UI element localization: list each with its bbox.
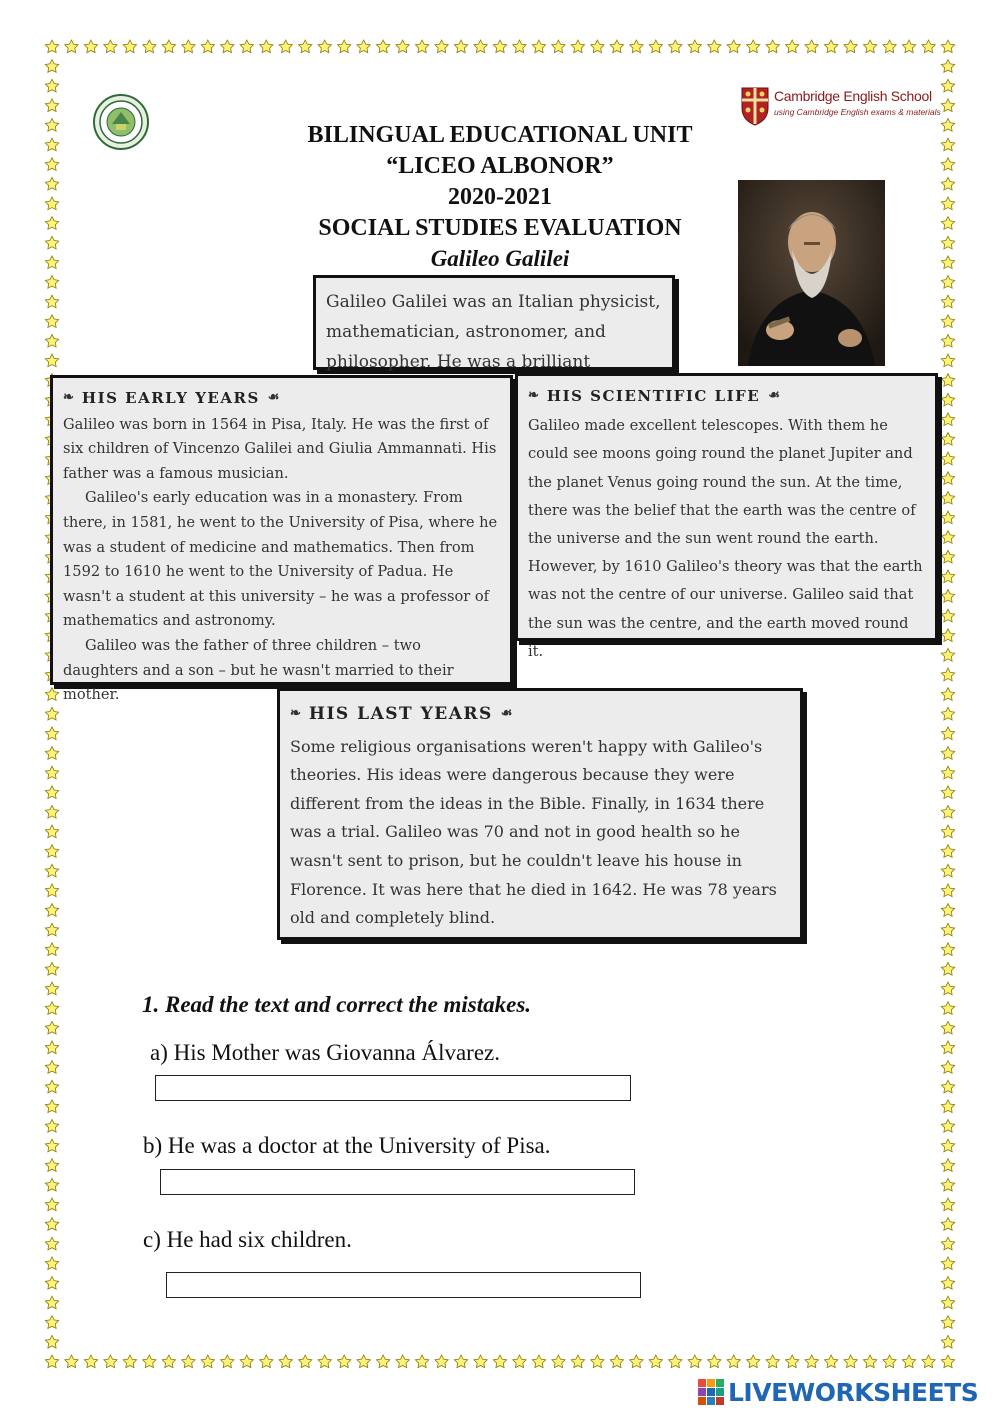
document-header [250, 120, 750, 274]
star-icon [318, 1355, 331, 1368]
star-icon [591, 1355, 604, 1368]
star-icon [221, 40, 234, 53]
topic-subtitle: Galileo Galilei [430, 246, 570, 271]
star-icon [45, 1119, 58, 1132]
star-icon [299, 40, 312, 53]
star-icon [45, 1296, 58, 1309]
star-icon [45, 177, 58, 190]
star-icon [45, 1198, 58, 1211]
scientific-life-box [515, 373, 938, 660]
cambridge-name: Cambridge English School [774, 88, 932, 104]
star-icon [45, 1316, 58, 1329]
star-icon [941, 590, 954, 603]
star-icon [571, 40, 584, 53]
star-icon [941, 1080, 954, 1093]
star-icon [45, 295, 58, 308]
star-icon [941, 825, 954, 838]
star-icon [45, 256, 58, 269]
star-icon [45, 1355, 58, 1368]
star-icon [941, 119, 954, 132]
star-icon [45, 1139, 58, 1152]
star-icon [922, 40, 935, 53]
star-icon [941, 79, 954, 92]
star-icon [941, 354, 954, 367]
answer-b-input[interactable] [160, 1169, 635, 1195]
star-icon [493, 40, 506, 53]
star-icon [279, 1355, 292, 1368]
star-icon [863, 1355, 876, 1368]
star-icon [941, 766, 954, 779]
star-icon [45, 138, 58, 151]
star-icon [786, 1355, 799, 1368]
star-icon [279, 40, 292, 53]
star-icon [941, 1335, 954, 1348]
star-icon [162, 40, 175, 53]
star-icon [45, 786, 58, 799]
star-icon [669, 1355, 682, 1368]
star-icon [338, 1355, 351, 1368]
star-icon [941, 845, 954, 858]
star-icon [844, 1355, 857, 1368]
star-icon [941, 177, 954, 190]
star-icon [45, 864, 58, 877]
star-icon [45, 40, 58, 53]
star-icon [766, 1355, 779, 1368]
star-icon [786, 40, 799, 53]
star-icon [941, 1218, 954, 1231]
star-icon [591, 40, 604, 53]
star-icon [45, 805, 58, 818]
question-a-label: a) His Mother was Giovanna Álvarez. [150, 1040, 500, 1065]
star-icon [299, 1355, 312, 1368]
star-icon [941, 60, 954, 73]
star-icon [45, 1061, 58, 1074]
star-icon [45, 766, 58, 779]
cambridge-logo [740, 86, 941, 126]
star-icon [45, 354, 58, 367]
last-years-heading [290, 700, 790, 729]
star-icon [552, 1355, 565, 1368]
star-icon [630, 1355, 643, 1368]
star-icon [65, 40, 78, 53]
star-icon [902, 40, 915, 53]
star-icon [708, 40, 721, 53]
star-icon [941, 1355, 954, 1368]
star-icon [941, 727, 954, 740]
school-unit-title: BILINGUAL EDUCATIONAL UNIT [307, 122, 693, 148]
star-icon [357, 1355, 370, 1368]
school-year: 2020-2021 [448, 184, 552, 210]
star-icon [941, 982, 954, 995]
star-icon [162, 1355, 175, 1368]
star-icon [123, 40, 136, 53]
star-icon [45, 99, 58, 112]
fleuron-icon: ❧ [290, 706, 301, 721]
liveworksheets-logo[interactable] [698, 1377, 978, 1407]
star-icon [45, 217, 58, 230]
star-icon [45, 315, 58, 328]
star-icon [941, 1237, 954, 1250]
star-icon [45, 1100, 58, 1113]
star-icon [883, 40, 896, 53]
star-icon [941, 707, 954, 720]
galileo-portrait [738, 180, 885, 366]
star-icon [45, 982, 58, 995]
star-icon [941, 295, 954, 308]
star-icon [941, 668, 954, 681]
star-icon [941, 99, 954, 112]
star-icon [844, 40, 857, 53]
star-icon [260, 40, 273, 53]
last-years-text: Some religious organisations weren't happy with Galileo's theories. His ideas were dangerous because they were different from the ideas in the Bible. Finally, in 1634 there was a trial. Galileo was 70 and not in good health so he wasn't sent to prison, but he couldn't leave his house in Florence. It was here that he died in 1642. He was 78 years old and completely blind. [290, 736, 777, 928]
star-icon [493, 1355, 506, 1368]
star-icon [941, 433, 954, 446]
star-icon [941, 315, 954, 328]
star-icon [941, 276, 954, 289]
star-icon [941, 747, 954, 760]
question-b-label: b) He was a doctor at the University of Pisa. [143, 1133, 551, 1158]
early-years-paragraph: Galileo was born in 1564 in Pisa, Italy. He was the first of six children of Vincenzo Galilei and Giulia Ammannati. His father was a famous musician. [63, 415, 497, 482]
star-icon [143, 40, 156, 53]
star-icon [941, 374, 954, 387]
star-icon [45, 79, 58, 92]
star-icon [922, 1355, 935, 1368]
star-icon [435, 40, 448, 53]
star-icon [45, 884, 58, 897]
scientific-life-title: HIS SCIENTIFIC LIFE [546, 387, 761, 405]
last-years-box [277, 688, 803, 940]
star-icon [941, 236, 954, 249]
star-icon [941, 550, 954, 563]
evaluation-title: SOCIAL STUDIES EVALUATION [318, 215, 682, 241]
star-icon [45, 1276, 58, 1289]
star-icon [941, 570, 954, 583]
star-icon [396, 40, 409, 53]
star-icon [45, 904, 58, 917]
star-icon [357, 40, 370, 53]
star-icon [45, 1041, 58, 1054]
star-icon [45, 1257, 58, 1270]
star-icon [45, 1178, 58, 1191]
star-icon [201, 40, 214, 53]
star-icon [941, 1178, 954, 1191]
star-icon [45, 727, 58, 740]
star-icon [941, 864, 954, 877]
early-years-paragraph: Galileo was the father of three children – two daughters and a son – but he wasn't married to their mother. [63, 636, 454, 704]
fleuron-icon: ❧ [528, 388, 539, 403]
star-icon [941, 1100, 954, 1113]
star-icon [902, 1355, 915, 1368]
star-icon [104, 40, 117, 53]
star-icon [941, 256, 954, 269]
star-icon [727, 40, 740, 53]
star-icon [610, 40, 623, 53]
star-icon [240, 40, 253, 53]
star-icon [552, 40, 565, 53]
star-icon [688, 1355, 701, 1368]
star-icon [941, 1119, 954, 1132]
star-icon [45, 1159, 58, 1172]
intro-text: Galileo Galilei was an Italian physicist, mathematician, astronomer, and philosopher. He was a brilliant [326, 292, 661, 372]
star-icon [415, 40, 428, 53]
star-icon [941, 1061, 954, 1074]
star-icon [45, 236, 58, 249]
early-years-title: HIS EARLY YEARS [81, 389, 260, 407]
star-icon [45, 197, 58, 210]
star-icon [45, 1218, 58, 1231]
star-icon [941, 962, 954, 975]
star-icon [941, 158, 954, 171]
star-icon [513, 40, 526, 53]
star-icon [941, 1002, 954, 1015]
star-icon [941, 1159, 954, 1172]
star-icon [45, 707, 58, 720]
star-icon [45, 1021, 58, 1034]
early-years-heading [63, 386, 500, 411]
star-icon [571, 1355, 584, 1368]
star-icon [688, 40, 701, 53]
star-icon [824, 1355, 837, 1368]
star-icon [941, 472, 954, 485]
star-icon [435, 1355, 448, 1368]
star-icon [45, 943, 58, 956]
star-icon [260, 1355, 273, 1368]
star-icon [747, 1355, 760, 1368]
fleuron-icon: ☙ [500, 706, 513, 721]
star-icon [45, 688, 58, 701]
star-icon [941, 452, 954, 465]
star-icon [941, 217, 954, 230]
answer-a-input[interactable] [155, 1075, 631, 1101]
star-icon [376, 40, 389, 53]
star-icon [45, 1335, 58, 1348]
star-icon [45, 825, 58, 838]
answer-c-input[interactable] [166, 1272, 641, 1298]
question-c-label: c) He had six children. [143, 1227, 352, 1252]
star-icon [941, 334, 954, 347]
star-icon [45, 923, 58, 936]
star-icon [474, 1355, 487, 1368]
star-icon [45, 1237, 58, 1250]
star-icon [532, 40, 545, 53]
star-icon [376, 1355, 389, 1368]
star-icon [649, 1355, 662, 1368]
school-crest-icon [92, 92, 150, 152]
early-years-paragraph: Galileo's early education was in a monastery. From there, in 1581, he went to the University of Pisa, where he was a student of medicine and mathematics. Then from 1592 to 1610 he went to the University of Padua. He wasn't a student at this university – he was a professor of mathematics and astronomy. [63, 489, 498, 630]
star-icon [883, 1355, 896, 1368]
star-icon [532, 1355, 545, 1368]
star-icon [45, 962, 58, 975]
star-icon [45, 158, 58, 171]
star-icon [45, 1080, 58, 1093]
star-icon [941, 393, 954, 406]
star-icon [45, 1002, 58, 1015]
star-icon [143, 1355, 156, 1368]
star-icon [513, 1355, 526, 1368]
star-icon [474, 40, 487, 53]
star-icon [708, 1355, 721, 1368]
star-icon [941, 511, 954, 524]
fleuron-icon: ❧ [63, 390, 74, 405]
star-icon [941, 1276, 954, 1289]
star-icon [941, 648, 954, 661]
star-icon [941, 413, 954, 426]
star-icon [941, 1257, 954, 1270]
star-icon [941, 884, 954, 897]
star-icon [941, 629, 954, 642]
last-years-title: HIS LAST YEARS [308, 704, 493, 724]
star-icon [941, 197, 954, 210]
star-icon [415, 1355, 428, 1368]
star-icon [240, 1355, 253, 1368]
star-icon [747, 40, 760, 53]
star-icon [45, 276, 58, 289]
star-icon [941, 805, 954, 818]
star-icon [45, 119, 58, 132]
star-icon [824, 40, 837, 53]
star-icon [766, 40, 779, 53]
star-icon [454, 40, 467, 53]
scientific-life-text: Galileo made excellent telescopes. With them he could see moons going round the planet Jupiter and the planet Venus going round the sun. At the time, there was the belief that the earth was the centre of the universe and the sun went round the earth. However, by 1610 Galileo's theory was that the earth was not the centre of our universe. Galileo said that the sun was the centre, and the earth moved round it. [528, 417, 923, 660]
fleuron-icon: ☙ [768, 388, 780, 403]
star-icon [182, 40, 195, 53]
cambridge-tagline: using Cambridge English exams & materials [774, 107, 941, 117]
early-years-box [50, 375, 513, 704]
star-icon [649, 40, 662, 53]
star-icon [941, 40, 954, 53]
star-icon [45, 845, 58, 858]
star-icon [454, 1355, 467, 1368]
star-icon [863, 40, 876, 53]
star-icon [221, 1355, 234, 1368]
star-icon [941, 923, 954, 936]
fleuron-icon: ☙ [267, 390, 280, 405]
star-icon [805, 40, 818, 53]
star-icon [201, 1355, 214, 1368]
star-icon [941, 786, 954, 799]
star-icon [396, 1355, 409, 1368]
star-icon [182, 1355, 195, 1368]
scientific-life-heading [528, 382, 925, 410]
star-icon [338, 40, 351, 53]
school-name: “LICEO ALBONOR” [386, 153, 614, 179]
star-icon [610, 1355, 623, 1368]
star-icon [941, 904, 954, 917]
star-icon [941, 138, 954, 151]
star-icon [630, 40, 643, 53]
star-icon [669, 40, 682, 53]
star-icon [941, 531, 954, 544]
star-icon [45, 334, 58, 347]
star-icon [941, 1041, 954, 1054]
star-icon [104, 1355, 117, 1368]
star-icon [941, 688, 954, 701]
star-icon [941, 1021, 954, 1034]
star-icon [318, 40, 331, 53]
intro-box [313, 275, 675, 370]
star-icon [727, 1355, 740, 1368]
star-icon [941, 1296, 954, 1309]
star-icon [45, 60, 58, 73]
star-icon [941, 491, 954, 504]
star-icon [941, 1139, 954, 1152]
star-icon [805, 1355, 818, 1368]
star-icon [941, 1316, 954, 1329]
liveworksheets-logo-icon [698, 1379, 724, 1405]
star-icon [45, 747, 58, 760]
star-icon [941, 1198, 954, 1211]
star-icon [123, 1355, 136, 1368]
exercise-instruction: 1. Read the text and correct the mistakes. [142, 992, 532, 1017]
star-icon [941, 943, 954, 956]
star-icon [65, 1355, 78, 1368]
star-icon [941, 609, 954, 622]
liveworksheets-text: LIVEWORKSHEETS [728, 1377, 979, 1407]
star-icon [84, 40, 97, 53]
star-icon [84, 1355, 97, 1368]
